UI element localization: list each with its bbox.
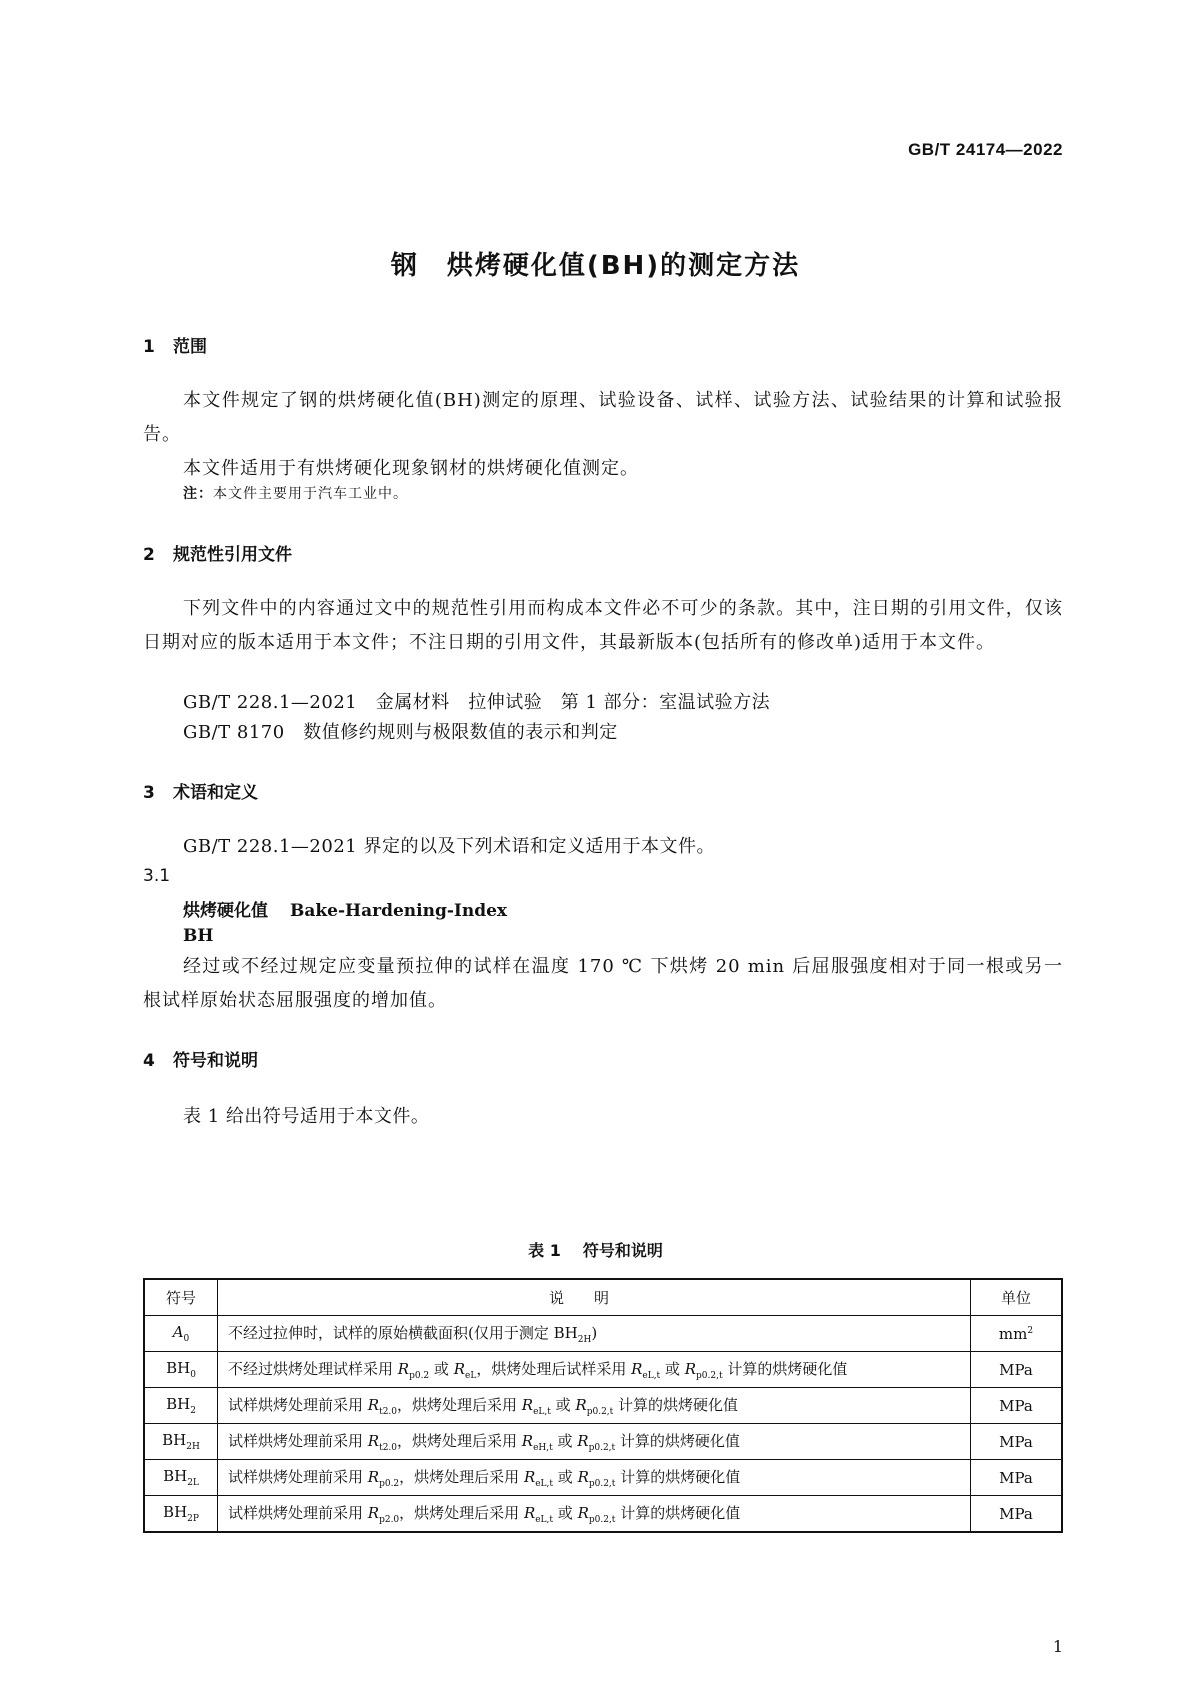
section-number: 1 — [143, 337, 155, 357]
scope-paragraph-2: 本文件适用于有烘烤硬化现象钢材的烘烤硬化值测定。 — [183, 458, 639, 479]
section-title: 范围 — [173, 337, 207, 357]
term-entry — [183, 896, 507, 921]
term-english: Bake-Hardening-Index — [290, 901, 508, 921]
table-caption-number: 表 1 — [528, 1241, 561, 1260]
title-part-1: 钢 — [390, 251, 419, 281]
section-4-heading — [143, 1046, 258, 1071]
symbol-cell: $BH_0$ — [144, 1352, 218, 1388]
symbols-paragraph: 表 1 给出符号适用于本文件。 — [183, 1106, 430, 1127]
description-cell: 不经过拉伸时，试样的原始横截面积(仅用于测定 $BH_{2H}$) — [218, 1316, 971, 1352]
standard-code: GB/T 24174—2022 — [908, 140, 1063, 159]
section-title: 符号和说明 — [173, 1051, 258, 1071]
reference-item: GB/T 8170 数值修约规则与极限数值的表示和判定 — [183, 722, 618, 743]
description-cell: 试样烘烤处理前采用 $R_{t2.0}$，烘烤处理后采用 $R_{eH,t}$ 或 $R_{p0.2,t}$ 计算的烘烤硬化值 — [218, 1424, 971, 1460]
title-part-2: 烘烤硬化值(BH)的测定方法 — [446, 251, 801, 281]
note-text: 本文件主要用于汽车工业中。 — [213, 486, 408, 502]
description-cell: 不经过烘烤处理试样采用 $R_{p0.2}$ 或 $R_{eL}$，烘烤处理后试样采用 $R_{eL,t}$ 或 $R_{p0.2,t}$ 计算的烘烤硬化值 — [218, 1352, 971, 1388]
section-3-heading — [143, 778, 258, 803]
symbol-cell: $BH_{2P}$ — [144, 1496, 218, 1533]
symbol-cell: $BH_{2H}$ — [144, 1424, 218, 1460]
term-abbreviation: BH — [183, 926, 214, 946]
unit-cell: MPa — [971, 1388, 1063, 1424]
page-title — [0, 245, 1191, 282]
table-row — [144, 1352, 1062, 1388]
section-title: 规范性引用文件 — [173, 545, 292, 565]
section-number: 4 — [143, 1051, 155, 1071]
header-unit: 单位 — [971, 1279, 1063, 1316]
table-row — [144, 1424, 1062, 1460]
symbol-cell: $BH_2$ — [144, 1388, 218, 1424]
clause-number: 3.1 — [143, 866, 171, 886]
term-chinese: 烘烤硬化值 — [183, 901, 268, 921]
unit-cell: MPa — [971, 1496, 1063, 1533]
table-row — [144, 1496, 1062, 1533]
unit-cell: $mm^2$ — [971, 1316, 1063, 1352]
page-number: 1 — [1052, 1637, 1063, 1656]
unit-cell: MPa — [971, 1352, 1063, 1388]
header-description: 说明 — [218, 1279, 971, 1316]
table-caption-title: 符号和说明 — [582, 1241, 663, 1260]
table-row — [144, 1316, 1062, 1352]
header-symbol: 符号 — [144, 1279, 218, 1316]
note-label: 注： — [183, 486, 213, 502]
unit-cell: MPa — [971, 1424, 1063, 1460]
table-row — [144, 1460, 1062, 1496]
section-number: 3 — [143, 783, 155, 803]
description-cell: 试样烘烤处理前采用 $R_{p2.0}$，烘烤处理后采用 $R_{eL,t}$ 或 $R_{p0.2,t}$ 计算的烘烤硬化值 — [218, 1496, 971, 1533]
terms-paragraph: GB/T 228.1—2021 界定的以及下列术语和定义适用于本文件。 — [183, 836, 715, 857]
symbols-table — [143, 1278, 1063, 1533]
symbol-cell: $A_0$ — [144, 1316, 218, 1352]
term-definition: 经过或不经过规定应变量预拉伸的试样在温度 170 ℃ 下烘烤 20 min 后屈服强度相对于同一根或另一根试样原始状态屈服强度的增加值。 — [143, 956, 1063, 1011]
scope-note — [183, 483, 408, 503]
section-title: 术语和定义 — [173, 783, 258, 803]
section-1-heading — [143, 332, 207, 357]
scope-paragraph-1: 本文件规定了钢的烘烤硬化值(BH)测定的原理、试验设备、试样、试验方法、试验结果的计算和试验报告。 — [143, 390, 1063, 445]
symbol-cell: $BH_{2L}$ — [144, 1460, 218, 1496]
table-row — [144, 1388, 1062, 1424]
reference-item: GB/T 228.1—2021 金属材料 拉伸试验 第 1 部分：室温试验方法 — [183, 692, 771, 713]
unit-cell: MPa — [971, 1460, 1063, 1496]
description-cell: 试样烘烤处理前采用 $R_{p0.2}$，烘烤处理后采用 $R_{eL,t}$ 或 $R_{p0.2,t}$ 计算的烘烤硬化值 — [218, 1460, 971, 1496]
table-header-row — [144, 1279, 1062, 1316]
section-2-heading — [143, 540, 292, 565]
section-number: 2 — [143, 545, 155, 565]
description-cell: 试样烘烤处理前采用 $R_{t2.0}$，烘烤处理后采用 $R_{eL,t}$ 或 $R_{p0.2,t}$ 计算的烘烤硬化值 — [218, 1388, 971, 1424]
references-paragraph: 下列文件中的内容通过文中的规范性引用而构成本文件必不可少的条款。其中，注日期的引用文件，仅该日期对应的版本适用于本文件；不注日期的引用文件，其最新版本(包括所有的修改单)适用于本文件。 — [143, 598, 1063, 653]
table-caption — [0, 1238, 1191, 1261]
